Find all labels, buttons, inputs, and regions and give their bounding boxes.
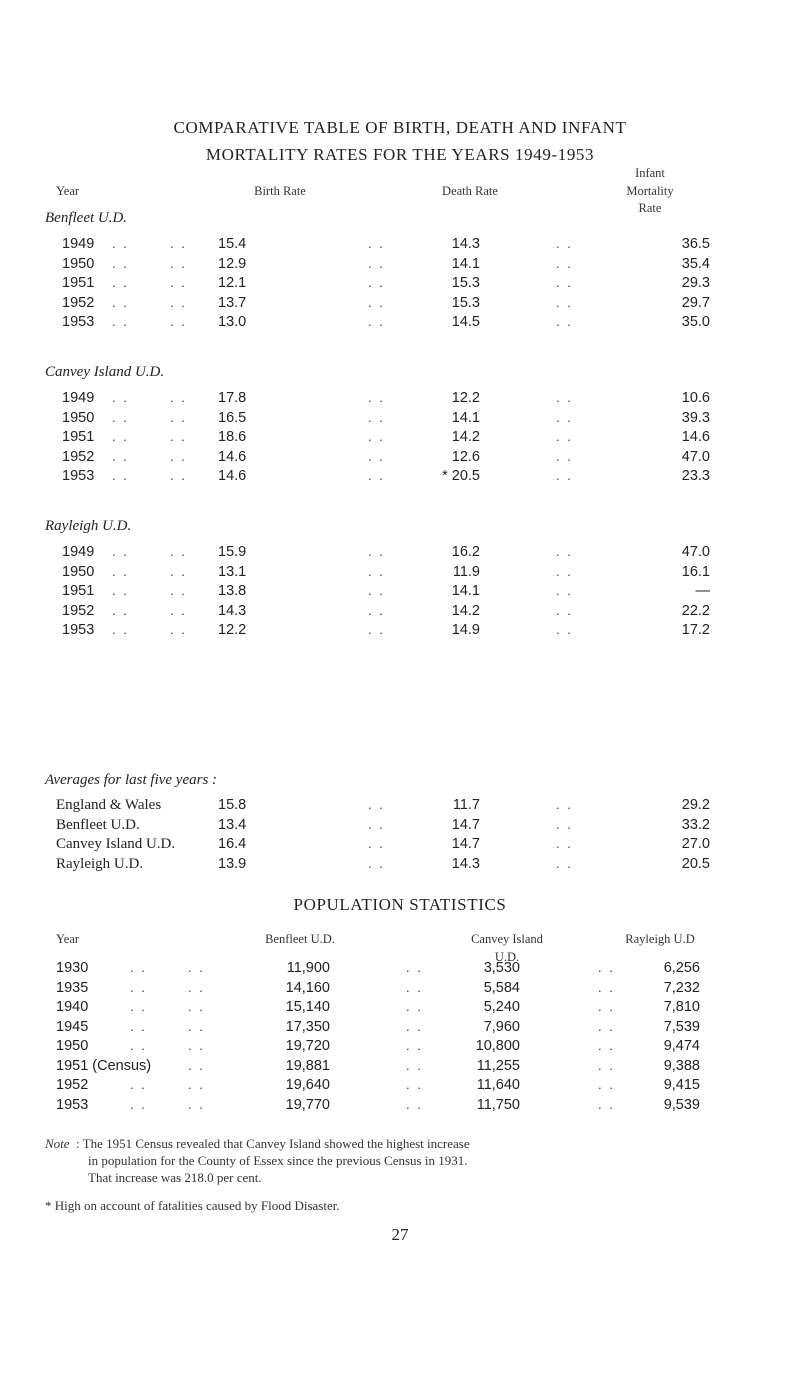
birth-rate: 13.8: [218, 583, 247, 599]
pop-rayleigh: 7,810: [663, 999, 700, 1015]
dots-separator: . .: [112, 236, 129, 251]
infant-rate: 47.0: [681, 544, 710, 560]
dots-separator: . .: [368, 275, 385, 290]
dots-separator: . .: [112, 429, 129, 444]
averages-heading: Averages for last five years :: [45, 772, 218, 788]
death-rate: 15.3: [451, 294, 480, 311]
death-rate: 16.2: [451, 544, 480, 560]
infant-rate: 35.0: [681, 314, 710, 330]
dots-separator: . .: [188, 1096, 205, 1112]
dots-separator: . .: [368, 255, 385, 271]
dots-separator: . .: [368, 583, 385, 598]
pop-year: 1930: [56, 960, 89, 976]
average-infant: 20.5: [681, 855, 710, 872]
average-area: Rayleigh U.D.: [56, 855, 144, 872]
dots-separator: . .: [368, 602, 385, 618]
dots-separator: . .: [368, 816, 385, 832]
infant-rate: 14.6: [681, 429, 710, 445]
pop-benfleet: 19,720: [285, 1038, 330, 1054]
dots-separator: . .: [112, 468, 129, 483]
pop-year: 1940: [56, 999, 89, 1015]
dots-separator: . .: [170, 255, 187, 271]
pop-header-benfleet: Benfleet U.D.: [265, 932, 335, 946]
dots-separator: . .: [188, 1077, 205, 1092]
pop-canvey: 10,800: [475, 1038, 520, 1054]
infant-rate: 35.4: [681, 255, 710, 272]
pop-rayleigh: 6,256: [663, 960, 700, 976]
dots-separator: . .: [188, 979, 205, 995]
infant-rate: 22.2: [681, 602, 710, 619]
dots-separator: . .: [556, 855, 573, 871]
dots-separator: . .: [112, 314, 129, 329]
pop-canvey: 11,750: [476, 1096, 520, 1113]
dots-separator: . .: [406, 999, 423, 1014]
pop-canvey: 11,255: [476, 1057, 520, 1074]
pop-rayleigh: 7,539: [663, 1018, 700, 1035]
average-death: 14.3: [451, 855, 480, 872]
infant-rate: —: [695, 583, 710, 599]
dots-separator: . .: [188, 1057, 205, 1073]
dots-separator: . .: [556, 836, 573, 851]
population-title: POPULATION STATISTICS: [293, 895, 507, 914]
dots-separator: . .: [170, 390, 187, 405]
dots-separator: . .: [170, 448, 187, 464]
dots-separator: . .: [170, 429, 187, 444]
pop-year: 1952: [56, 1077, 89, 1093]
birth-rate: 15.9: [218, 544, 247, 560]
death-rate: 14.1: [451, 583, 480, 599]
average-infant: 33.2: [681, 816, 710, 833]
pop-header-year: Year: [56, 932, 80, 946]
average-infant: 27.0: [681, 836, 710, 852]
dots-separator: . .: [112, 448, 129, 464]
birth-rate: 16.5: [218, 409, 247, 426]
row-year: 1952: [62, 448, 95, 465]
dots-separator: . .: [130, 1018, 147, 1034]
infant-rate: 36.5: [681, 236, 710, 252]
dots-separator: . .: [112, 294, 129, 310]
dots-separator: . .: [170, 314, 187, 329]
pop-benfleet: 11,900: [286, 960, 330, 976]
birth-rate: 13.1: [218, 563, 247, 580]
page-number: 27: [391, 1225, 409, 1244]
death-rate: 15.3: [451, 275, 480, 291]
pop-canvey: 11,640: [476, 1077, 520, 1093]
average-area: England & Wales: [56, 797, 162, 813]
death-rate: 14.5: [451, 314, 480, 330]
dots-separator: . .: [368, 448, 385, 464]
dots-separator: . .: [112, 255, 129, 271]
dots-separator: . .: [556, 797, 573, 812]
pop-year: 1953: [56, 1096, 89, 1113]
dots-separator: . .: [556, 390, 573, 405]
dots-separator: . .: [556, 255, 573, 271]
dots-separator: . .: [406, 1038, 423, 1053]
pop-header-canvey-1: Canvey Island: [471, 932, 543, 946]
pop-canvey: 5,240: [483, 999, 520, 1015]
pop-rayleigh: 9,474: [663, 1038, 700, 1054]
dots-separator: . .: [112, 622, 129, 637]
death-rate: 14.1: [451, 255, 480, 272]
dots-separator: . .: [170, 583, 187, 598]
pop-canvey: 5,584: [483, 979, 520, 996]
birth-rate: 14.3: [218, 602, 247, 619]
header-death-rate: Death Rate: [442, 184, 498, 198]
dots-separator: . .: [368, 294, 385, 310]
dots-separator: . .: [112, 583, 129, 598]
death-rate: 14.2: [451, 429, 480, 445]
birth-rate: 14.6: [218, 468, 247, 484]
pop-benfleet: 17,350: [285, 1018, 330, 1035]
death-rate: 14.9: [451, 622, 480, 638]
birth-rate: 12.1: [218, 275, 247, 291]
dots-separator: . .: [556, 602, 573, 618]
dots-separator: . .: [368, 797, 385, 812]
note-label: Note: [45, 1136, 70, 1151]
footnote: * High on account of fatalities caused by Flood Disaster.: [45, 1198, 340, 1213]
dots-separator: . .: [130, 1096, 147, 1112]
dots-separator: . .: [556, 468, 573, 483]
death-rate: * 20.5: [442, 468, 480, 484]
row-year: 1951: [62, 275, 95, 291]
average-birth: 15.8: [218, 797, 247, 813]
birth-rate: 18.6: [218, 429, 247, 445]
infant-rate: 23.3: [681, 468, 710, 484]
dots-separator: . .: [368, 855, 385, 871]
dots-separator: . .: [170, 563, 187, 579]
pop-rayleigh: 7,232: [663, 979, 700, 996]
dots-separator: . .: [368, 314, 385, 329]
pop-benfleet: 19,881: [285, 1057, 330, 1074]
row-year: 1953: [62, 468, 95, 484]
header-infant-1: Infant: [635, 166, 665, 180]
dots-separator: . .: [556, 583, 573, 598]
dots-separator: . .: [112, 544, 129, 559]
average-death: 14.7: [451, 816, 480, 833]
birth-rate: 17.8: [218, 390, 247, 406]
row-year: 1949: [62, 390, 95, 406]
dots-separator: . .: [188, 999, 205, 1014]
dots-separator: . .: [188, 960, 205, 975]
infant-rate: 39.3: [681, 409, 710, 426]
dots-separator: . .: [368, 409, 385, 425]
dots-separator: . .: [556, 409, 573, 425]
dots-separator: . .: [170, 294, 187, 310]
section-title: Rayleigh U.D.: [45, 518, 132, 534]
pop-benfleet: 15,140: [285, 999, 330, 1015]
pop-year: 1935: [56, 979, 89, 996]
dots-separator: . .: [598, 1077, 615, 1092]
average-death: 11.7: [452, 797, 480, 813]
infant-rate: 10.6: [681, 390, 710, 406]
dots-separator: . .: [598, 1018, 615, 1034]
row-year: 1950: [62, 563, 95, 580]
infant-rate: 17.2: [681, 622, 710, 638]
death-rate: 14.1: [451, 409, 480, 426]
dots-separator: . .: [170, 409, 187, 425]
dots-separator: . .: [406, 960, 423, 975]
title-line-1: COMPARATIVE TABLE OF BIRTH, DEATH AND INFANT: [173, 118, 627, 137]
header-birth-rate: Birth Rate: [254, 184, 306, 198]
row-year: 1950: [62, 255, 95, 272]
pop-header-canvey-2: U.D.: [494, 950, 520, 964]
dots-separator: . .: [368, 390, 385, 405]
infant-rate: 29.7: [681, 294, 710, 311]
dots-separator: . .: [368, 622, 385, 637]
row-year: 1952: [62, 602, 95, 619]
pop-year: 1951 (Census): [56, 1057, 152, 1074]
dots-separator: . .: [368, 544, 385, 559]
birth-rate: 14.6: [218, 448, 247, 465]
dots-separator: . .: [556, 275, 573, 290]
infant-rate: 29.3: [681, 275, 710, 291]
dots-separator: . .: [188, 1018, 205, 1034]
dots-separator: . .: [170, 544, 187, 559]
title-line-2: MORTALITY RATES FOR THE YEARS 1949-1953: [205, 145, 595, 164]
birth-rate: 13.7: [218, 294, 247, 311]
row-year: 1951: [62, 429, 95, 445]
pop-rayleigh: 9,388: [663, 1057, 700, 1074]
dots-separator: . .: [368, 563, 385, 579]
dots-separator: . .: [170, 622, 187, 637]
pop-year: 1950: [56, 1038, 89, 1054]
pop-header-rayleigh: Rayleigh U.D: [625, 932, 695, 946]
row-year: 1953: [62, 314, 95, 330]
row-year: 1949: [62, 236, 95, 252]
dots-separator: . .: [556, 563, 573, 579]
death-rate: 11.9: [452, 563, 480, 580]
dots-separator: . .: [598, 1038, 615, 1053]
dots-separator: . .: [556, 622, 573, 637]
death-rate: 12.2: [451, 390, 480, 406]
row-year: 1951: [62, 583, 95, 599]
average-death: 14.7: [451, 836, 480, 852]
dots-separator: . .: [188, 1038, 205, 1053]
dots-separator: . .: [598, 960, 615, 975]
dots-separator: . .: [112, 409, 129, 425]
dots-separator: . .: [406, 1077, 423, 1092]
average-infant: 29.2: [681, 797, 710, 813]
row-year: 1953: [62, 622, 95, 638]
dots-separator: . .: [406, 1057, 423, 1073]
dots-separator: . .: [406, 1018, 423, 1034]
dots-separator: . .: [368, 236, 385, 251]
death-rate: 12.6: [451, 448, 480, 465]
note-line-3: That increase was 218.0 per cent.: [88, 1170, 262, 1185]
pop-benfleet: 19,640: [285, 1077, 330, 1093]
row-year: 1952: [62, 294, 95, 311]
row-year: 1950: [62, 409, 95, 426]
dots-separator: . .: [556, 429, 573, 444]
header-year: Year: [56, 184, 80, 198]
birth-rate: 15.4: [218, 236, 247, 252]
dots-separator: . .: [598, 979, 615, 995]
pop-benfleet: 14,160: [285, 979, 330, 996]
dots-separator: . .: [598, 999, 615, 1014]
average-area: Canvey Island U.D.: [56, 836, 176, 852]
dots-separator: . .: [112, 602, 129, 618]
header-infant-3: Rate: [638, 201, 662, 215]
death-rate: 14.3: [451, 236, 480, 252]
header-infant-2: Mortality: [626, 184, 674, 198]
section-title: Benfleet U.D.: [45, 210, 128, 226]
pop-canvey: 7,960: [483, 1018, 520, 1035]
dots-separator: . .: [170, 602, 187, 618]
dots-separator: . .: [598, 1057, 615, 1073]
dots-separator: . .: [556, 236, 573, 251]
pop-canvey: 3,530: [483, 960, 520, 976]
dots-separator: . .: [130, 960, 147, 975]
average-birth: 13.4: [218, 816, 247, 833]
dots-separator: . .: [368, 836, 385, 851]
infant-rate: 16.1: [681, 563, 710, 580]
dots-separator: . .: [112, 390, 129, 405]
average-birth: 13.9: [218, 855, 247, 872]
dots-separator: . .: [556, 544, 573, 559]
pop-rayleigh: 9,415: [663, 1077, 700, 1093]
dots-separator: . .: [368, 468, 385, 483]
dots-separator: . .: [556, 314, 573, 329]
dots-separator: . .: [130, 999, 147, 1014]
note-line-2: in population for the County of Essex since the previous Census in 1931.: [88, 1153, 468, 1168]
dots-separator: . .: [406, 979, 423, 995]
dots-separator: . .: [556, 816, 573, 832]
dots-separator: . .: [170, 275, 187, 290]
average-area: Benfleet U.D.: [56, 816, 140, 833]
note-line-1: : The 1951 Census revealed that Canvey Island showed the highest increase: [76, 1136, 470, 1151]
dots-separator: . .: [112, 275, 129, 290]
pop-rayleigh: 9,539: [663, 1096, 700, 1113]
dots-separator: . .: [130, 1038, 147, 1053]
dots-separator: . .: [556, 448, 573, 464]
dots-separator: . .: [170, 468, 187, 483]
average-birth: 16.4: [218, 836, 247, 852]
birth-rate: 12.2: [218, 622, 247, 638]
dots-separator: . .: [556, 294, 573, 310]
death-rate: 14.2: [451, 602, 480, 619]
dots-separator: . .: [130, 1077, 147, 1092]
dots-separator: . .: [406, 1096, 423, 1112]
dots-separator: . .: [598, 1096, 615, 1112]
dots-separator: . .: [170, 236, 187, 251]
dots-separator: . .: [368, 429, 385, 444]
infant-rate: 47.0: [681, 448, 710, 465]
pop-benfleet: 19,770: [285, 1096, 330, 1113]
row-year: 1949: [62, 544, 95, 560]
section-title: Canvey Island U.D.: [45, 364, 165, 380]
birth-rate: 13.0: [218, 314, 247, 330]
pop-year: 1945: [56, 1018, 89, 1035]
birth-rate: 12.9: [218, 255, 247, 272]
dots-separator: . .: [112, 563, 129, 579]
dots-separator: . .: [130, 979, 147, 995]
